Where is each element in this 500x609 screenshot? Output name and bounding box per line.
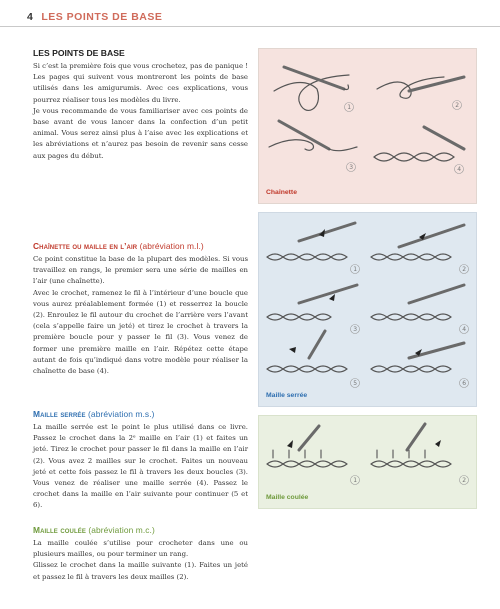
intro-paragraph: Je vous recommande de vous familiariser avec ces points de base avant de vous lancer dans la confection d’un petit animal. Vous serez ainsi plus à l’aise avec les explications et les abréviations et n’aurez pas besoin de revenir sans cesse aux pages du début. <box>33 106 248 160</box>
chainette-step-1: 1 <box>347 104 352 111</box>
page-header <box>27 8 162 26</box>
chainette-illustration <box>259 49 476 203</box>
coulee-section <box>33 525 248 583</box>
intro-title: LES POINTS DE BASE <box>33 48 125 58</box>
serree-figure-label: Maille serrée <box>266 392 308 399</box>
serree-figure-panel <box>258 212 477 407</box>
serree-step-5: 5 <box>353 380 358 387</box>
serree-step-1: 1 <box>353 266 358 273</box>
chainette-title: Chaînette ou maille en l’air <box>33 241 138 251</box>
chainette-figure-label: Chaînette <box>266 189 297 196</box>
serree-step-3: 3 <box>353 326 358 333</box>
serree-title: Maille serrée <box>33 409 86 419</box>
serree-section <box>33 409 248 512</box>
header-divider <box>0 26 500 27</box>
chainette-section <box>33 241 248 377</box>
serree-abbreviation: (abréviation m.s.) <box>88 409 155 419</box>
intro-section <box>33 48 248 162</box>
coulee-paragraph: Glissez le crochet dans la maille suivante (1). Faites un jeté et passez le fil à travers les deux mailles (2). <box>33 561 248 581</box>
chainette-step-2: 2 <box>455 102 460 109</box>
serree-step-6: 6 <box>462 380 467 387</box>
chainette-step-3: 3 <box>349 164 354 171</box>
serree-step-4: 4 <box>462 326 467 333</box>
coulee-figure-panel <box>258 415 477 509</box>
text-column <box>33 48 248 581</box>
coulee-heading <box>33 525 248 535</box>
chainette-abbreviation: (abréviation m.l.) <box>139 241 204 251</box>
chainette-paragraph: Avec le crochet, ramenez le fil à l’intérieur d’une boucle que vous aurez préalablement formée (1) et resserrez la boucle (2). Enroulez le fil autour du crochet de l’arrière vers l’avant (cela s’appelle faire un jeté) et tirez le crochet à travers la première boucle pour y passer le fil (3). Vous venez de former une première maille en l’air. Répétez cette étape autant de fois qu’indiqué dans votre modèle pour réaliser la chaînette de base (4). <box>33 288 248 376</box>
coulee-step-1: 1 <box>353 477 358 484</box>
serree-paragraph: La maille serrée est le point le plus utilisé dans ce livre. Passez le crochet dans la 2ᵉ maille en l’air (1) et faites un jeté. Tirez le crochet pour passer le fil dans la maille en l’air (2). Vous avez 2 mailles sur le crochet. Faites un nouveau jeté et cette fois passez le fil à travers les deux boucles (3). Vous venez de réaliser une maille serrée (4). Passez le crochet dans la maille en l’air suivante pour continuer (5 et 6). <box>33 423 248 510</box>
chainette-figure-panel <box>258 48 477 204</box>
serree-illustration <box>259 213 476 406</box>
chainette-step-4: 4 <box>457 166 462 173</box>
coulee-abbreviation: (abréviation m.c.) <box>88 525 155 535</box>
serree-heading <box>33 409 248 419</box>
chainette-paragraph: Ce point constitue la base de la plupart des modèles. Si vous travaillez en rangs, le premier sera une série de mailles en l’air (une chaînette). <box>33 255 248 286</box>
intro-paragraph: Si c’est la première fois que vous crochetez, pas de panique ! Les pages qui suivent vous montreront les points de base utilisés dans les amigurumis. Avec ces explications, vous pourrez réaliser tous les modèles du livre. <box>33 62 248 104</box>
coulee-step-2: 2 <box>462 477 467 484</box>
serree-step-2: 2 <box>462 266 467 273</box>
coulee-paragraph: La maille coulée s’utilise pour crocheter dans une ou plusieurs mailles, ou pour terminer un rang. <box>33 539 248 559</box>
chainette-heading <box>33 241 248 251</box>
coulee-title: Maille coulée <box>33 525 86 535</box>
page-number: 4 <box>27 11 34 23</box>
coulee-figure-label: Maille coulée <box>266 494 309 501</box>
running-title: LES POINTS DE BASE <box>41 11 163 23</box>
